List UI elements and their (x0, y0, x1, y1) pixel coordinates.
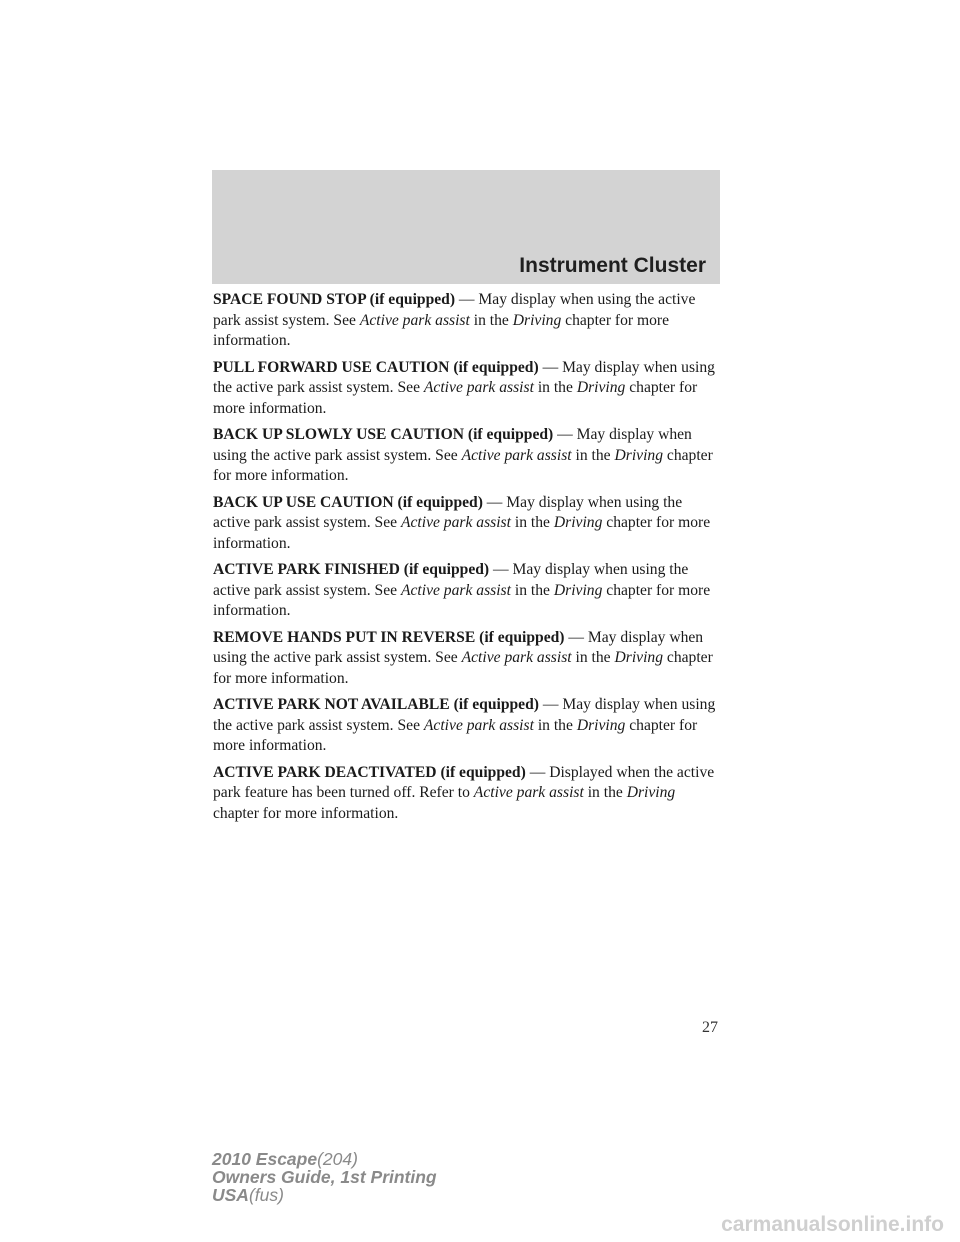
site-watermark: carmanualsonline.info (721, 1213, 944, 1236)
message-term: REMOVE HANDS PUT IN REVERSE (if equipped) (213, 628, 565, 646)
footer-line-region: USA(fus) (212, 1185, 284, 1205)
message-term: ACTIVE PARK FINISHED (if equipped) (213, 561, 490, 578)
message-entry: ACTIVE PARK DEACTIVATED (if equipped) — Displayed when the active park feature has been turned off. Refer to Active park assist in the Driving chapter for more information. (213, 763, 715, 822)
chapter-reference: Driving (553, 581, 603, 599)
cross-reference: Active park assist (423, 379, 534, 396)
message-term: SPACE FOUND STOP (if equipped) (213, 291, 456, 308)
cross-reference: Active park assist (473, 784, 584, 801)
message-term: PULL FORWARD USE CAUTION (if equipped) (213, 358, 539, 376)
message-term: ACTIVE PARK DEACTIVATED (if equipped) (213, 763, 526, 781)
chapter-title: Instrument Cluster (519, 254, 706, 277)
message-entry: SPACE FOUND STOP (if equipped) — May display when using the active park assist system. See Active park assist in the Driving chapter for more information. (213, 291, 696, 349)
chapter-header-band (212, 170, 720, 284)
message-list (213, 290, 723, 830)
message-entry: PULL FORWARD USE CAUTION (if equipped) — May display when using the active park assist system. See Active park assist in the Driving chapter for more information. (213, 358, 715, 417)
cross-reference: Active park assist (423, 716, 534, 734)
cross-reference: Active park assist (400, 581, 511, 599)
chapter-reference: Driving (614, 446, 664, 464)
message-term: BACK UP USE CAUTION (if equipped) (213, 493, 483, 511)
chapter-reference: Driving (626, 784, 676, 801)
chapter-reference: Driving (576, 379, 626, 396)
message-entry: BACK UP USE CAUTION (if equipped) — May display when using the active park assist system. See Active park assist in the Driving chapter for more information. (213, 493, 711, 552)
footer-line-guide: Owners Guide, 1st Printing (212, 1167, 437, 1187)
cross-reference: Active park assist (461, 446, 572, 464)
message-entry: ACTIVE PARK FINISHED (if equipped) — May display when using the active park assist system. See Active park assist in the Driving chapter for more information. (213, 561, 711, 619)
message-entry: BACK UP SLOWLY USE CAUTION (if equipped) — May display when using the active park assist system. See Active park assist in the Driving chapter for more information. (213, 426, 713, 484)
page-number: 27 (702, 1019, 718, 1036)
chapter-reference: Driving (512, 311, 562, 329)
cross-reference: Active park assist (400, 514, 511, 531)
chapter-reference: Driving (553, 514, 603, 531)
message-term: BACK UP SLOWLY USE CAUTION (if equipped) (213, 426, 554, 443)
chapter-reference: Driving (576, 716, 626, 734)
cross-reference: Active park assist (461, 649, 572, 666)
message-term: ACTIVE PARK NOT AVAILABLE (if equipped) (213, 696, 539, 713)
message-entry: REMOVE HANDS PUT IN REVERSE (if equipped) — May display when using the active park assist system. See Active park assist in the Driving chapter for more information. (213, 628, 713, 687)
cross-reference: Active park assist (359, 311, 470, 329)
message-entry: ACTIVE PARK NOT AVAILABLE (if equipped) — May display when using the active park assist system. See Active park assist in the Driving chapter for more information. (213, 696, 716, 754)
chapter-reference: Driving (614, 649, 664, 666)
document-footer (212, 1150, 437, 1204)
footer-line-model: 2010 Escape(204) (212, 1149, 358, 1169)
